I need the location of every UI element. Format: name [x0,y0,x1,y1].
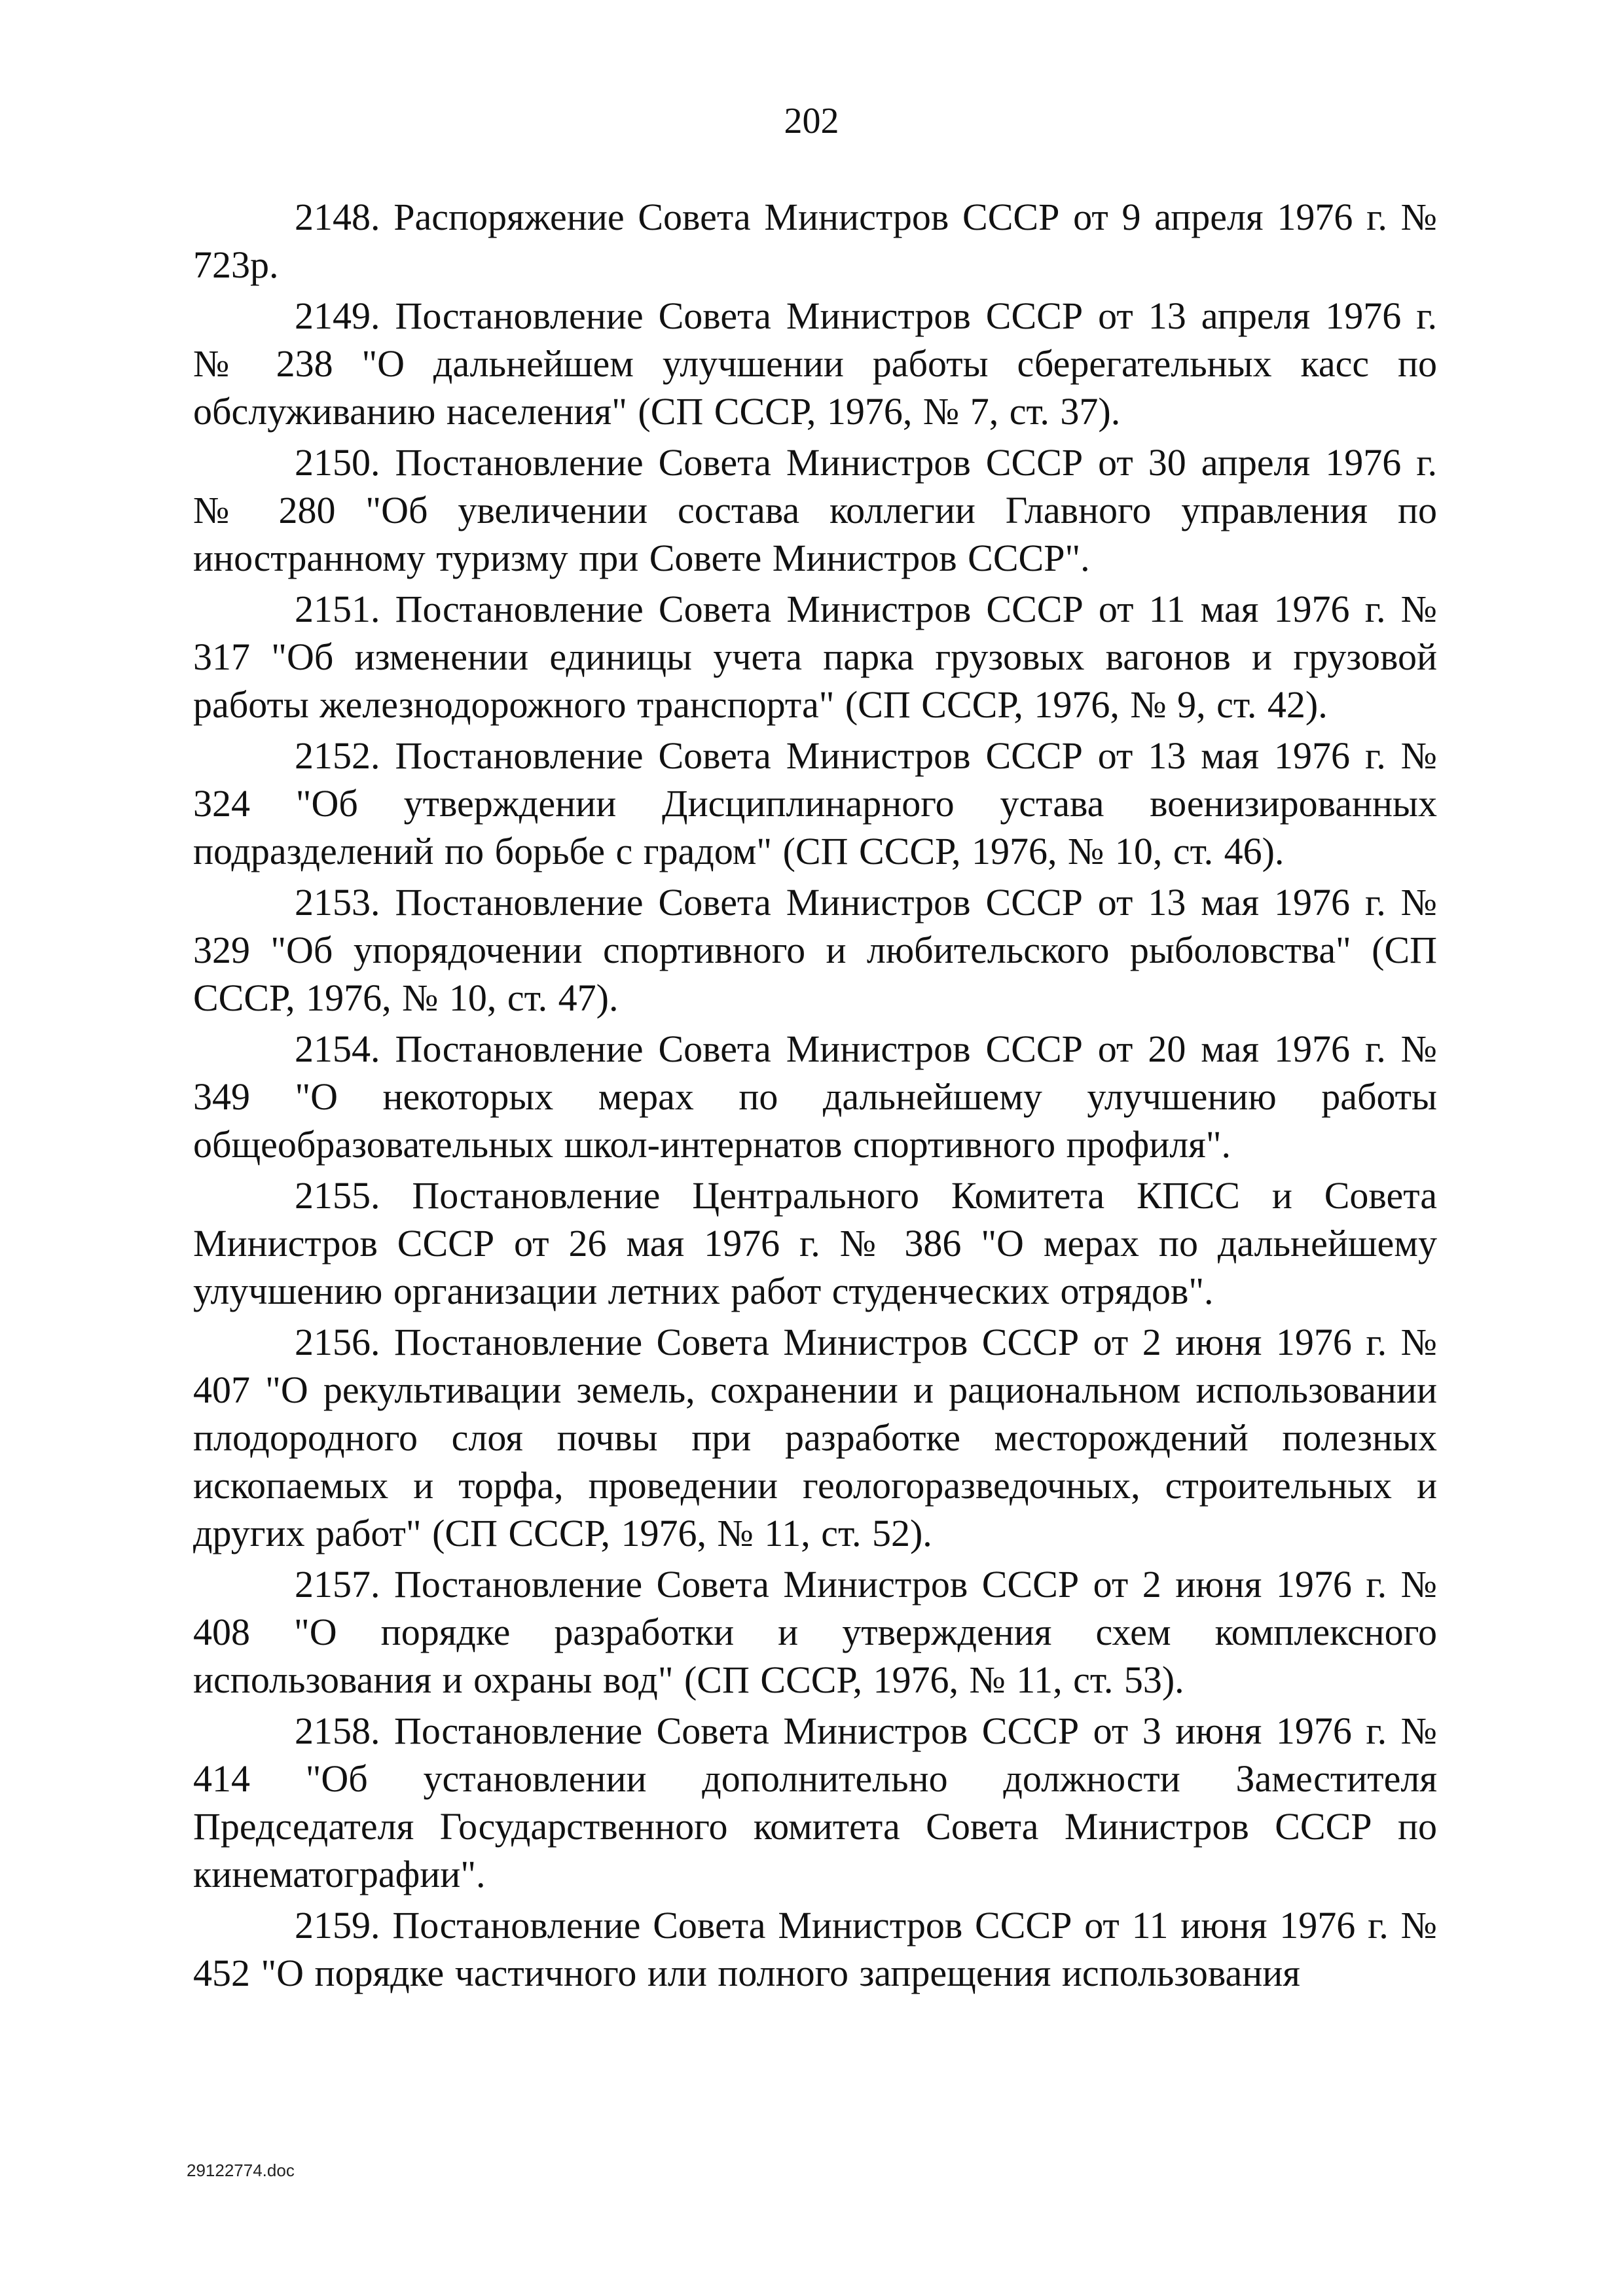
entry-2153: 2153. Постановление Совета Министров СССР от 13 мая 1976 г. № 329 "Об упорядочении спортивного и любительского рыболовства" (СП СССР, 1976, № 10, ст. 47). [193,881,1437,1019]
entry-2156: 2156. Постановление Совета Министров СССР от 2 июня 1976 г. № 407 "О рекультивации земель, сохранении и рациональном использовании плодородного слоя почвы при разработке месторождений полезных ископаемых и торфа, проведении геологоразведочных, строительных и других работ" (СП СССР, 1976, № 11, ст. 52). [193,1321,1437,1554]
entry-2149: 2149. Постановление Совета Министров СССР от 13 апреля 1976 г. № 238 "О дальнейшем улучшении работы сберегательных касс по обслуживанию населения" (СП СССР, 1976, № 7, ст. 37). [193,295,1437,433]
entry-2151: 2151. Постановление Совета Министров СССР от 11 мая 1976 г. № 317 "Об изменении единицы учета парка грузовых вагонов и грузовой работы железнодорожного транспорта" (СП СССР, 1976, № 9, ст. 42). [193,588,1437,726]
document-body [193,193,1437,2000]
entry-2152: 2152. Постановление Совета Министров СССР от 13 мая 1976 г. № 324 "Об утверждении Дисциплинарного устава военизированных подразделений по борьбе с градом" (СП СССР, 1976, № 10, ст. 46). [193,734,1437,872]
entry-2159: 2159. Постановление Совета Министров СССР от 11 июня 1976 г. № 452 "О порядке частичного или полного запрещения использования [193,1904,1437,1994]
entry-2155: 2155. Постановление Центрального Комитета КПСС и Совета Министров СССР от 26 мая 1976 г. № 386 "О мерах по дальнейшему улучшению организации летних работ студенческих отрядов". [193,1174,1437,1312]
entry-2150: 2150. Постановление Совета Министров СССР от 30 апреля 1976 г. № 280 "Об увеличении состава коллегии Главного управления по иностранному туризму при Совете Министров СССР". [193,441,1437,579]
entry-2154: 2154. Постановление Совета Министров СССР от 20 мая 1976 г. № 349 "О некоторых мерах по дальнейшему улучшению работы общеобразовательных школ-интернатов спортивного профиля". [193,1028,1437,1166]
footer-filename: 29122774.doc [187,2161,295,2180]
entry-2157: 2157. Постановление Совета Министров СССР от 2 июня 1976 г. № 408 "О порядке разработки и утверждения схем комплексного использования и охраны вод" (СП СССР, 1976, № 11, ст. 53). [193,1563,1437,1701]
page-number: 202 [784,101,839,141]
entry-2148: 2148. Распоряжение Совета Министров СССР от 9 апреля 1976 г. № 723р. [193,196,1437,286]
entry-2158: 2158. Постановление Совета Министров СССР от 3 июня 1976 г. № 414 "Об установлении дополнительно должности Заместителя Председателя Государственного комитета Совета Министров СССР по кинематографии". [193,1710,1437,1895]
